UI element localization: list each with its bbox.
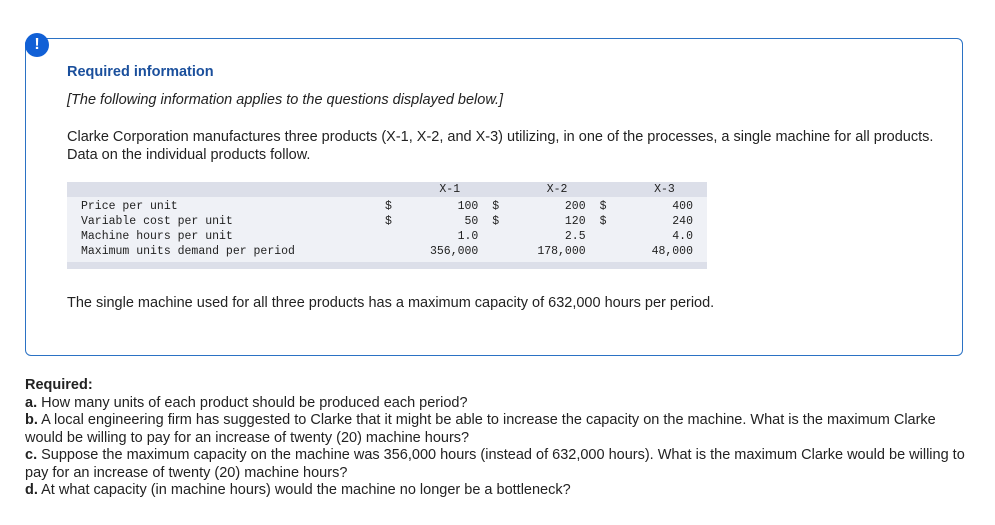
column-header-x2: X-2: [515, 182, 600, 197]
cell-value: 356,000: [429, 245, 479, 258]
cell-value: 50: [464, 215, 479, 228]
table-footer-bar: [67, 262, 707, 269]
question-text: A local engineering firm has suggested to Clarke that it might be able to increase the capacity on the machine. What is the maximum Clarke would be willing to pay for an increase of twenty (20) machine hours?: [25, 412, 936, 446]
currency-symbol: [385, 229, 407, 244]
currency-symbol: $: [492, 215, 500, 228]
currency-symbol: $: [599, 200, 607, 213]
intro-paragraph: Clarke Corporation manufactures three products (X-1, X-2, and X-3) utilizing, in one of the processes, a single machine for all products. Data on the individual products follow.: [67, 129, 934, 163]
alert-icon: !: [25, 33, 49, 57]
row-label: Variable cost per unit: [81, 215, 233, 228]
question-letter: d.: [25, 482, 38, 498]
question-c: [25, 447, 975, 482]
currency-symbol: [600, 229, 622, 244]
question-a: [25, 395, 975, 413]
required-heading: Required:: [25, 377, 93, 393]
column-header-x3: X-3: [622, 182, 707, 197]
cell-value: 100: [457, 200, 479, 213]
question-letter: c.: [25, 447, 38, 463]
question-text: At what capacity (in machine hours) would the machine no longer be a bottleneck?: [41, 482, 571, 498]
row-label: Price per unit: [81, 200, 178, 213]
table-row: [67, 214, 707, 229]
question-letter: b.: [25, 412, 38, 428]
currency-symbol: $: [492, 200, 500, 213]
currency-symbol: $: [384, 200, 392, 213]
cell-value: 240: [672, 215, 693, 228]
capacity-note: The single machine used for all three products has a maximum capacity of 632,000 hours per period.: [67, 295, 715, 311]
cell-value: 4.0: [672, 230, 693, 243]
currency-symbol: $: [384, 215, 392, 228]
table-header-row: [67, 182, 707, 197]
cell-value: 120: [564, 215, 586, 228]
currency-symbol: [385, 244, 407, 262]
question-letter: a.: [25, 394, 38, 411]
currency-symbol: [492, 229, 514, 244]
row-label: Machine hours per unit: [81, 230, 233, 243]
question-text: How many units of each product should be produced each period?: [41, 394, 468, 411]
table-row: [67, 197, 707, 214]
cell-value: 1.0: [457, 230, 479, 243]
required-section: [25, 377, 975, 500]
cell-value: 48,000: [651, 245, 693, 258]
column-header-x1: X-1: [407, 182, 492, 197]
product-data-table: [67, 182, 707, 269]
question-d: [25, 482, 975, 500]
cell-value: 400: [672, 200, 693, 213]
cell-value: 2.5: [564, 230, 586, 243]
panel-subtitle: [The following information applies to the questions displayed below.]: [67, 92, 504, 108]
table-row: [67, 244, 707, 262]
table-row: [67, 229, 707, 244]
question-text: Suppose the maximum capacity on the machine was 356,000 hours (instead of 632,000 hours). What is the maximum Clarke would be willing to pay for an increase of twenty (20) machine hours?: [25, 447, 965, 481]
panel-title: Required information: [67, 64, 214, 80]
row-label: Maximum units demand per period: [81, 245, 295, 258]
currency-symbol: [600, 244, 622, 262]
cell-value: 200: [564, 200, 586, 213]
question-b: [25, 412, 975, 447]
cell-value: 178,000: [537, 245, 586, 258]
currency-symbol: [492, 244, 514, 262]
currency-symbol: $: [599, 215, 607, 228]
